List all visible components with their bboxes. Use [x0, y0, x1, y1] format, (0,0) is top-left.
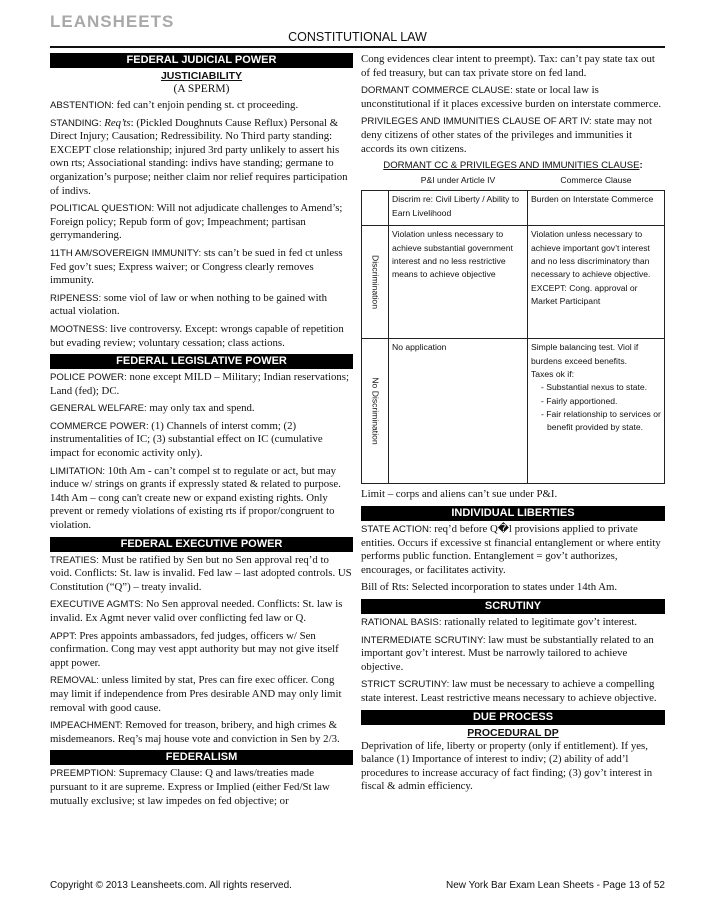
- table-cell: Violation unless necessary to achieve important gov’t interest and no less discriminatory than necessary to achieve objective. EXCEPT: Cong. approval or Market Participant: [528, 226, 665, 339]
- table-title-colon: :: [639, 160, 643, 172]
- balancing-text: Simple balancing test. Viol if burdens exceed benefits.: [531, 342, 639, 366]
- table-cell: Discrim re: Civil Liberty / Ability to Earn Livelihood: [389, 191, 528, 226]
- section-bar-due-process: DUE PROCESS: [361, 710, 665, 725]
- definition: state or local law is unconstitutional if it places excessive burden on interstate commerce.: [361, 84, 662, 110]
- term: REMOVAL:: [50, 675, 99, 687]
- page-title: CONSTITUTIONAL LAW: [288, 30, 427, 44]
- definition: law must be necessary to achieve a compelling state interest. Least restrictive means necessary to achieve objective.: [361, 678, 657, 704]
- political-question-entry: [50, 202, 353, 243]
- term: TREATIES:: [50, 554, 99, 566]
- bill-of-rights-entry: Bill of Rts: Selected incorporation to states under 14th Am.: [361, 581, 618, 594]
- preemption-entry: [50, 767, 353, 808]
- definition: Pres appoints ambassadors, fed judges, officers w/ Sen confirmation. Cong may vest appt authority but may not give itself appt power.: [50, 629, 339, 669]
- term: STATE ACTION:: [361, 524, 432, 536]
- term: STRICT SCRUTINY:: [361, 679, 450, 691]
- definition: Must be ratified by Sen but no Sen approval req’d to void. Conflicts: St. law is invalid. Fed law – last adopted controls. US Constitution (“Q”) – treaty invalid.: [50, 553, 352, 593]
- tax-condition: - Substantial nexus to state.: [541, 382, 648, 393]
- term: PRIVILEGES AND IMMUNITIES CLAUSE OF ART IV:: [361, 116, 592, 128]
- term: IMPEACHMENT:: [50, 720, 123, 732]
- row-label-no-discrimination: [362, 339, 389, 484]
- section-bar-executive: FEDERAL EXECUTIVE POWER: [50, 537, 353, 552]
- dormant-commerce-entry: [361, 84, 665, 111]
- treaties-entry: [50, 554, 353, 595]
- table-title: [361, 160, 665, 171]
- commerce-power-entry: [50, 420, 353, 461]
- section-bar-legislative: FEDERAL LEGISLATIVE POWER: [50, 354, 353, 369]
- subheading-procedural-dp: PROCEDURAL DP: [467, 726, 559, 739]
- ripeness-entry: [50, 292, 353, 319]
- term: STANDING:: [50, 117, 102, 129]
- term: APPT:: [50, 630, 77, 642]
- corner-cell: [362, 173, 389, 191]
- term: DORMANT COMMERCE CLAUSE:: [361, 85, 513, 97]
- term: POLITICAL QUESTION:: [50, 203, 155, 215]
- definition: live controversy. Except: wrongs capable of repetition but evading review; voluntary cessation; class actions.: [50, 322, 344, 349]
- definition: fed can’t enjoin pending st. ct proceeding.: [113, 99, 299, 111]
- term: MOOTNESS:: [50, 323, 108, 335]
- mootness-entry: [50, 323, 353, 350]
- taxes-heading: Taxes ok if:: [531, 369, 574, 380]
- general-welfare-entry: [50, 402, 353, 416]
- tax-condition: - Fairly apportioned.: [541, 395, 618, 406]
- police-power-entry: [50, 371, 353, 398]
- preemption-continued: Cong evidences clear intent to preempt). Tax: can’t pay state tax out of fed treasury, but can tax private store on fed land.: [361, 53, 655, 79]
- row-label-discrimination: [362, 226, 389, 339]
- definition: req’d before Q�l provisions applied to private entities. Occurs if excessive st financial entanglement or where entity performs public function. Entanglement = gov’t authorizes, encourages, or facilitates activity.: [361, 523, 661, 576]
- row-label-text: No Discrimination: [370, 377, 381, 446]
- strict-scrutiny-entry: [361, 678, 665, 705]
- abstention-entry: [50, 99, 353, 113]
- definition: some viol of law or when nothing to be gained with actual violation.: [50, 291, 327, 318]
- term: POLICE POWER:: [50, 372, 127, 384]
- definition: state may not deny citizens of other states of the privileges and immunities it accords its own citizens.: [361, 115, 652, 155]
- eleventh-amendment-entry: [50, 247, 353, 288]
- term: 11TH AM/SOVEREIGN IMMUNITY:: [50, 247, 202, 259]
- term-italic: Req’ts: [101, 116, 131, 129]
- subheading-justiciability: JUSTICIABILITY: [160, 70, 243, 82]
- footer-page-number: New York Bar Exam Lean Sheets - Page 13 of 52: [445, 880, 665, 891]
- table-header-row: [362, 173, 665, 191]
- right-column: [361, 53, 665, 798]
- col-header-pi: P&I under Article IV: [420, 175, 496, 186]
- definition: rationally related to legitimate gov’t interest.: [441, 616, 638, 629]
- section-bar-scrutiny: SCRUTINY: [361, 599, 665, 614]
- row-label-text: Discrimination: [370, 255, 381, 310]
- definition: : (Pickled Doughnuts Cause Reflux) Personal & Direct Injury; Causation; Redressibility. No Third party standing: EXCEPT close relationship; injured 3rd party unlikely to assert his own rts; Associational standing: indivs have standing; germane to organization’s purpose; neither claim nor relief requires participation of indivs.: [50, 116, 348, 197]
- standing-entry: [50, 117, 353, 199]
- term: INTERMEDIATE SCRUTINY:: [361, 634, 486, 646]
- table-title-text: DORMANT CC & PRIVILEGES AND IMMUNITIES CLAUSE: [383, 160, 640, 172]
- table-cell-balancing: [528, 339, 665, 484]
- limitation-entry: [50, 465, 353, 533]
- rational-basis-entry: [361, 616, 665, 630]
- tax-condition: - Fair relationship to services or benefit provided by state.: [541, 408, 661, 433]
- definition: Will not adjudicate challenges to Amend’s; Foreign policy; Repub form of gov; Impeachment; partisan gerrymandering.: [50, 202, 343, 242]
- definition: sts can’t be sued in fed ct unless Fed gov’t sues; Express waiver; or Congress clearly removes immunity.: [50, 246, 343, 287]
- row-label-blank: [362, 191, 389, 226]
- term: GENERAL WELFARE:: [50, 403, 147, 415]
- definition: unless limited by stat, Pres can fire exec officer. Cong may limit if independence from Pres desirable AND may only limit removal with good cause.: [50, 674, 342, 714]
- definition: none except MILD – Military; Indian reservations; Land (fed); DC.: [50, 371, 349, 397]
- table-cell: No application: [389, 339, 528, 484]
- mnemonic: (A SPERM): [173, 83, 230, 95]
- state-action-entry: [361, 523, 665, 577]
- appointment-entry: [50, 630, 353, 671]
- table-row: [362, 226, 665, 339]
- privileges-immunities-entry: [361, 115, 665, 156]
- table-cell: Burden on Interstate Commerce: [528, 191, 665, 226]
- definition: law must be substantially related to an important gov’t interest. Must be narrowly tailored to achieve objective.: [361, 633, 654, 673]
- term: RATIONAL BASIS:: [361, 617, 442, 629]
- definition: 10th Am - can’t compel st to regulate or act, but may induce w/ strings on grants if expressly stated & related to purpose. 14th Am – cong can't create new or expand existing rights. Only prevent or remedy violations of existing rts if propor/congruent to violation.: [50, 464, 341, 532]
- term: EXECUTIVE AGMTS:: [50, 599, 144, 611]
- definition: Supremacy Clause: Q and laws/treaties made pursuant to it are supreme. Express or Implied (either Fed/St law mutually exclusive; st law impedes on fed objective; or: [50, 767, 330, 807]
- table-row: [362, 191, 665, 226]
- title-rule: [50, 46, 665, 48]
- definition: may only tax and spend.: [146, 402, 255, 415]
- definition: Removed for treason, bribery, and high crimes & misdemeanors. Req’s maj house vote and conviction in Sen by 2/3.: [50, 719, 340, 745]
- left-column: [50, 53, 353, 812]
- intermediate-scrutiny-entry: [361, 634, 665, 675]
- term: COMMERCE POWER:: [50, 420, 149, 432]
- table-cell: Violation unless necessary to achieve substantial government interest and no less restrictive means to achieve objective: [389, 226, 528, 339]
- section-bar-federalism: FEDERALISM: [50, 750, 353, 765]
- removal-entry: [50, 674, 353, 715]
- section-bar-judicial: FEDERAL JUDICIAL POWER: [50, 53, 353, 68]
- term: PREEMPTION:: [50, 768, 117, 780]
- impeachment-entry: [50, 719, 353, 746]
- comparison-table: [361, 173, 665, 484]
- leansheets-logo: LEANSHEETS: [50, 12, 175, 31]
- term: LIMITATION:: [50, 465, 106, 477]
- col-header-commerce: Commerce Clause: [560, 175, 632, 186]
- definition: (1) Channels of interst comm; (2) instrumentalities of IC; (3) substantial effect on IC (cumulative impact for economic activity only).: [50, 419, 323, 460]
- table-row: [362, 339, 665, 484]
- term: RIPENESS:: [50, 292, 102, 304]
- executive-agreements-entry: [50, 598, 353, 625]
- footer-copyright: Copyright © 2013 Leansheets.com. All rights reserved.: [50, 880, 292, 891]
- definition: No Sen approval needed. Conflicts: St. law is invalid. Ex Agmt never valid over conflicting fed law or Q.: [50, 598, 343, 624]
- section-bar-liberties: INDIVIDUAL LIBERTIES: [361, 506, 665, 521]
- term: ABSTENTION:: [50, 100, 114, 111]
- procedural-dp-entry: Deprivation of life, liberty or property (only if entitlement). If yes, balance (1) Importance of interest to indiv; (2) ability of add’l procedures to increase accuracy of fact finding; (3) gov’t interest in fiscal & admin efficiency.: [361, 739, 653, 793]
- limit-note: Limit – corps and aliens can’t sue under P&I.: [361, 488, 558, 501]
